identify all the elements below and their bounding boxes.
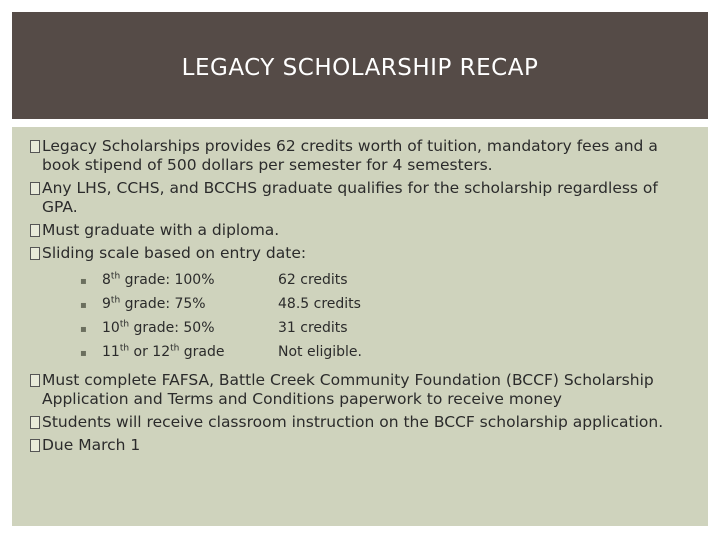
bullet-text: Must complete FAFSA, Battle Creek Community Foundation (BCCF) Scholarship Application and Terms and Conditions paperwork to receive money [42, 371, 654, 408]
dot-bullet-icon: ▪ [80, 276, 87, 287]
bullet-text: Must graduate with a diploma. [42, 221, 280, 239]
credits-cell: 31 credits [278, 320, 348, 336]
table-row [80, 341, 696, 365]
list-item [30, 436, 696, 455]
bullet-text: Due March 1 [42, 436, 141, 454]
slide-title: LEGACY SCHOLARSHIP RECAP [181, 54, 539, 81]
list-item [30, 244, 696, 365]
grade-cell: 10th grade: 50% [102, 319, 215, 336]
dot-bullet-icon: ▪ [80, 348, 87, 359]
sliding-scale-table [80, 269, 696, 365]
table-row [80, 269, 696, 293]
list-item [30, 179, 696, 217]
content-panel [12, 127, 708, 526]
title-bar [12, 12, 708, 119]
list-item [30, 221, 696, 240]
bullet-text: Any LHS, CCHS, and BCCHS graduate qualifies for the scholarship regardless of GPA. [42, 179, 658, 216]
square-bullet-icon [30, 247, 40, 260]
bullet-text: Sliding scale based on entry date: [42, 244, 307, 262]
table-row [80, 293, 696, 317]
credits-cell: Not eligible. [278, 344, 362, 360]
credits-cell: 48.5 credits [278, 296, 361, 312]
grade-cell: 9th grade: 75% [102, 295, 206, 312]
list-item [30, 413, 696, 432]
square-bullet-icon [30, 182, 40, 195]
bullet-list [30, 137, 696, 455]
credits-cell: 62 credits [278, 272, 348, 288]
list-item [30, 371, 696, 409]
square-bullet-icon [30, 439, 40, 452]
square-bullet-icon [30, 224, 40, 237]
dot-bullet-icon: ▪ [80, 300, 87, 311]
square-bullet-icon [30, 374, 40, 387]
dot-bullet-icon: ▪ [80, 324, 87, 335]
grade-cell: 11th or 12th grade [102, 343, 225, 360]
bullet-text: Students will receive classroom instruction on the BCCF scholarship application. [42, 413, 664, 431]
table-row [80, 317, 696, 341]
grade-cell: 8th grade: 100% [102, 271, 215, 288]
square-bullet-icon [30, 140, 40, 153]
square-bullet-icon [30, 416, 40, 429]
list-item [30, 137, 696, 175]
bullet-text: Legacy Scholarships provides 62 credits worth of tuition, mandatory fees and a book stipend of 500 dollars per semester for 4 semesters. [42, 137, 658, 174]
